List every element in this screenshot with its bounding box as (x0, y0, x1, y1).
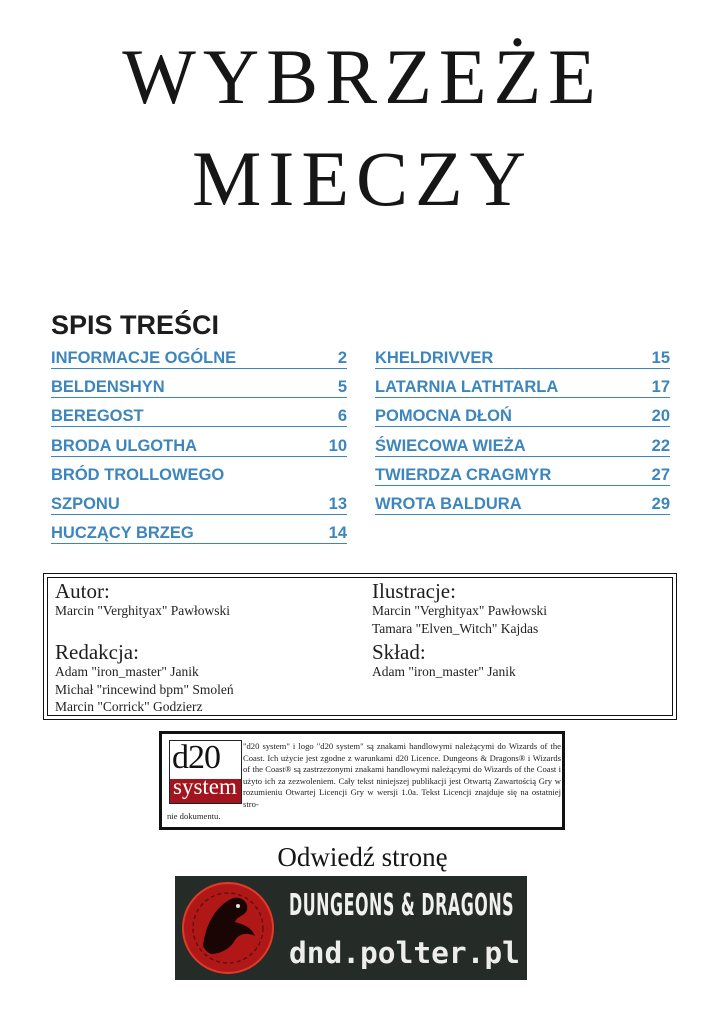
toc-entry[interactable] (375, 378, 670, 407)
d20-license-text-tail: nie dokumentu. (167, 811, 221, 821)
toc-entry-page: 13 (328, 494, 347, 513)
toc-entry-page: 5 (337, 378, 347, 397)
toc-entry[interactable] (51, 437, 347, 466)
toc-entry-page: 6 (337, 407, 347, 426)
toc-entry-label: BEREGOST (51, 407, 144, 426)
toc-left-column (51, 349, 347, 553)
credits-illustrations-heading: Ilustracje: (372, 579, 456, 603)
dnd-polter-banner[interactable] (175, 876, 527, 980)
credits-illustrations-name: Tamara "Elven_Witch" Kajdas (372, 620, 539, 636)
toc-entry-page: 15 (651, 349, 670, 367)
toc-entry[interactable] (375, 437, 670, 466)
d20-system-logo (169, 740, 242, 804)
toc-entry[interactable] (375, 466, 670, 495)
toc-entry[interactable] (375, 495, 670, 524)
toc-entry[interactable] (51, 466, 347, 495)
toc-entry-label: KHELDRIVVER (375, 349, 494, 367)
toc-entry-page: 14 (328, 524, 347, 543)
visit-website-text: Odwiedź stronę (277, 842, 448, 872)
toc-entry-page: 22 (651, 436, 670, 455)
toc-entry-label: LATARNIA LATHTARLA (375, 378, 559, 397)
toc-entry[interactable] (51, 407, 347, 436)
credits-author-name: Marcin "Verghityax" Pawłowski (55, 603, 230, 618)
toc-entry-page: 2 (337, 349, 347, 367)
credits-editing (55, 641, 234, 716)
credits-editing-heading: Redakcja: (55, 640, 139, 664)
d20-logo-top-text: d20 (172, 739, 220, 776)
credits-editing-name: Michał "rincewind bpm" Smoleń (55, 681, 234, 697)
toc-entry[interactable] (51, 495, 347, 524)
toc-entry[interactable] (375, 407, 670, 436)
toc-entry-page: 17 (651, 378, 670, 397)
credits-box (43, 573, 677, 720)
credits-author-heading: Autor: (55, 579, 110, 603)
toc-entry-page: 27 (651, 465, 670, 484)
credits-inner-frame (47, 577, 673, 716)
toc-entry-label: POMOCNA DŁOŃ (375, 407, 512, 426)
toc-right-column (375, 349, 670, 524)
credits-typesetting-heading: Skład: (372, 640, 426, 664)
toc-entry[interactable] (51, 524, 347, 553)
toc-entry-label: HUCZĄCY BRZEG (51, 524, 194, 543)
d20-logo-bottom-text: system (173, 774, 237, 799)
title-line-1: WYBRZEŻE (122, 33, 603, 120)
credits-typesetting-name: Adam "iron_master" Janik (372, 664, 516, 679)
toc-entry-label: WROTA BALDURA (375, 494, 522, 513)
toc-entry-label: BRODA ULGOTHA (51, 436, 198, 455)
title-line-2: MIECZY (192, 135, 533, 222)
toc-entry[interactable] (375, 349, 670, 378)
toc-entry-label: BELDENSHYN (51, 378, 165, 397)
toc-entry-page: 29 (651, 494, 670, 513)
toc-entry-label: SZPONU (51, 494, 120, 513)
d20-license-box (159, 731, 565, 830)
toc-entry[interactable] (51, 378, 347, 407)
toc-entry-page: 20 (651, 407, 670, 426)
credits-typesetting (372, 641, 516, 681)
toc-entry-label: ŚWIECOWA WIEŻA (375, 436, 526, 455)
toc-entry-label: INFORMACJE OGÓLNE (51, 349, 237, 367)
credits-editing-name: Adam "iron_master" Janik (55, 664, 199, 679)
toc-entry-page: 10 (328, 436, 347, 455)
banner-title: DUNGEONS & DRAGONS (289, 888, 515, 923)
credits-author (55, 580, 230, 620)
credits-illustrations-name: Marcin "Verghityax" Pawłowski (372, 603, 547, 618)
toc-entry-label: BRÓD TROLLOWEGO (51, 465, 225, 484)
banner-url[interactable]: dnd.polter.pl (289, 936, 520, 970)
credits-editing-name: Marcin "Corrick" Godzierz (55, 699, 203, 714)
toc-entry[interactable] (51, 349, 347, 378)
toc-heading: SPIS TREŚCI (51, 310, 220, 340)
d20-license-text: "d20 system" i logo "d20 system" są znakami handlowymi należącymi do Wizards of the Coast. Ich użycie jest zgodne z warunkami d20 Licence. Dungeons & Dragons® i Wizards of the Coast® są zastrzezonymi znakami handlowymi należącymi do Wizards of the Coast i użyto ich za zezwoleniem. Cały tekst niniejszej publikacji jest Otwartą Zawartością Gry w rozumieniu Otwartej Licencji Gry w wersji 1.0a. Tekst Licencji znajduje się na ostatniej stro- (243, 741, 561, 809)
toc-entry-label: TWIERDZA CRAGMYR (375, 465, 552, 484)
credits-illustrations (372, 580, 547, 637)
